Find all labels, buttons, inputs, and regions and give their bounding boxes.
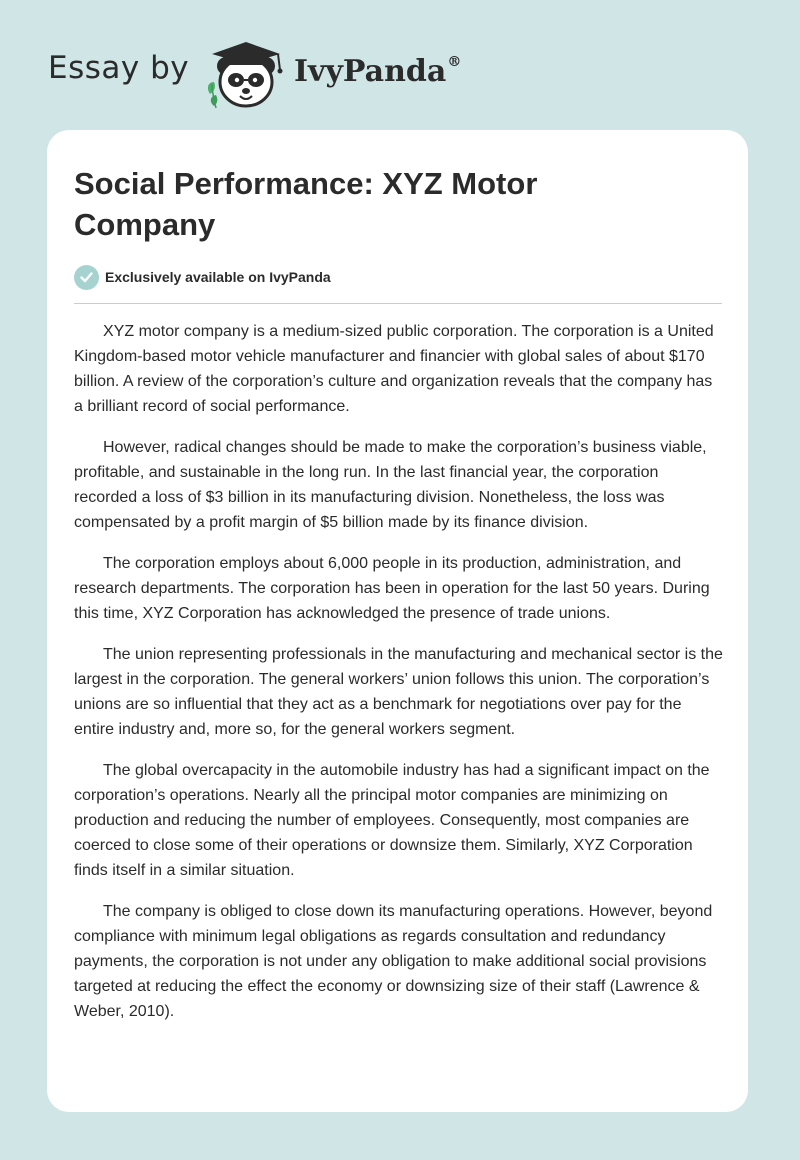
paragraph: However, radical changes should be made to make the corporation’s business viable, profitable, and sustainable in the long run. In the last financial year, the corporation recorded a loss of $3 billion in its manufacturing division. Nonetheless, the loss was compensated by a profit margin of $5 billion made by its finance division. xyxy=(74,439,707,531)
paragraph: The global overcapacity in the automobile industry has had a significant impact on the corporation’s operations. Nearly all the principal motor companies are minimizing on production and reducing the number of employees. Consequently, most companies are coerced to close some of their operations or downsize them. Similarly, XYZ Corporation finds itself in a similar situation. xyxy=(74,762,710,879)
essay-by-label: Essay by xyxy=(48,50,190,86)
paragraph: The corporation employs about 6,000 people in its production, administration, and research departments. The corporation has been in operation for the last 50 years. During this time, XYZ Corporation has acknowledged the presence of trade unions. xyxy=(74,555,710,622)
page-title: Social Performance: XYZ Motor Company xyxy=(74,166,538,242)
essay-card xyxy=(47,130,748,1112)
registered-mark: ® xyxy=(447,54,462,70)
paragraph: The company is obliged to close down its manufacturing operations. However, beyond compliance with minimum legal obligations as regards consultation and redundancy payments, the corporation is not under any obligation to make additional social provisions targeted at reducing the effect the economy or downsizing size of their staff (Lawrence & Weber, 2010). xyxy=(74,903,713,1020)
essay-body xyxy=(74,319,724,1040)
brand-name[interactable] xyxy=(294,54,461,89)
check-icon xyxy=(74,265,99,290)
exclusive-label: Exclusively available on IvyPanda xyxy=(105,269,331,285)
paragraph: The union representing professionals in the manufacturing and mechanical sector is the largest in the corporation. The general workers’ union follows this union. The corporation’s unions are so influential that they act as a benchmark for negotiations over pay for the entire industry and, more so, for the general workers segment. xyxy=(74,646,723,738)
divider xyxy=(74,303,722,304)
panda-logo-icon[interactable] xyxy=(200,36,290,110)
site-header xyxy=(0,0,800,130)
exclusive-badge xyxy=(74,264,331,290)
brand-name-text: IvyPanda xyxy=(294,54,447,89)
paragraph: XYZ motor company is a medium-sized public corporation. The corporation is a United Kingdom-based motor vehicle manufacturer and financier with global sales of about $170 billion. A review of the corporation’s culture and organization reveals that the company has a brilliant record of social performance. xyxy=(74,323,714,415)
